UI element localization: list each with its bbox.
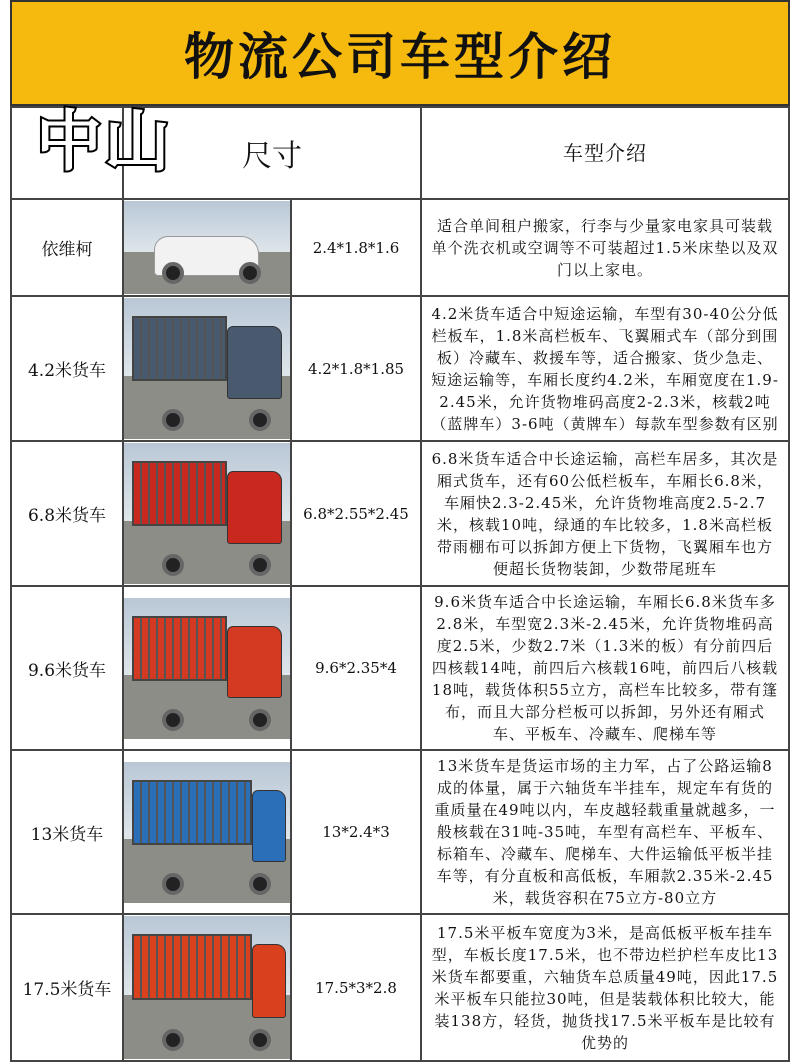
table-row (11, 199, 789, 296)
city-label: 中山 (36, 103, 172, 180)
vehicle-photo (123, 441, 291, 586)
vehicle-name: 4.2米货车 (11, 296, 123, 441)
vehicle-size: 13*2.4*3 (291, 750, 421, 914)
vehicle-description: 适合单间租户搬家，行李与少量家电家具可装载单个洗衣机或空调等不可装超过1.5米床垫以及双门以上家电。 (421, 199, 789, 296)
vehicle-description: 6.8米货车适合中长途运输，高栏车居多，其次是厢式货车，还有60公低栏板车，车厢长6.8米，车厢快2.3-2.45米，允许货物堆高度2.5-2.7米，核载10吨，绿通的车比较多，1.8米高栏板带雨棚布可以拆卸方便上下货物，飞翼厢车也方便超长货物装卸，少数带尾班车 (421, 441, 789, 586)
header-intro: 车型介绍 (421, 107, 789, 199)
table-row (11, 750, 789, 914)
header-size: 尺寸 (123, 107, 421, 199)
vehicle-size: 2.4*1.8*1.6 (291, 199, 421, 296)
vehicle-description: 9.6米货车适合中长途运输，车厢长6.8米货车多2.8米，车型宽2.3米-2.45米，允许货物堆码高度2.5米，少数2.7米（1.3米的板）有分前四后四核载14吨，前四后六核载16吨，前四后八核载18吨，载货体积55立方，高栏车比较多，带有篷布，而且大部分栏板可以拆卸，另外还有厢式车、平板车、冷藏车、爬梯车等 (421, 586, 789, 750)
vehicle-size: 17.5*3*2.8 (291, 914, 421, 1061)
vehicle-size: 4.2*1.8*1.85 (291, 296, 421, 441)
vehicle-name: 依维柯 (11, 199, 123, 296)
vehicle-name: 6.8米货车 (11, 441, 123, 586)
vehicle-photo (123, 296, 291, 441)
vehicle-name: 13米货车 (11, 750, 123, 914)
vehicle-table (10, 106, 790, 1062)
vehicle-description: 13米货车是货运市场的主力军，占了公路运输8成的体量，属于六轴货车半挂车，规定车有货的重质量在49吨以内，车皮越轻载重量就越多，一般核载在31吨-35吨，车型有高栏车、平板车、标箱车、冷藏车、爬梯车、大件运输低平板半挂车等，有分直板和高低板，车厢款2.35米-2.45米，载货容积在75立方-80立方 (421, 750, 789, 914)
vehicle-photo (123, 914, 291, 1061)
table-row (11, 296, 789, 441)
vehicle-size: 6.8*2.55*2.45 (291, 441, 421, 586)
vehicle-photo (123, 199, 291, 296)
vehicle-name: 9.6米货车 (11, 586, 123, 750)
vehicle-photo (123, 750, 291, 914)
vehicle-photo (123, 586, 291, 750)
vehicle-description: 4.2米货车适合中短途运输，车型有30-40公分低栏板车，1.8米高栏板车、飞翼厢式车（部分到围板）冷藏车、救援车等，适合搬家、货少急走、短途运输等，车厢长度约4.2米，车厢宽度在1.9-2.45米，允许货物堆码高度2-2.3米，核载2吨（蓝牌车）3-6吨（黄牌车）每款车型参数有区别 (421, 296, 789, 441)
vehicle-description: 17.5米平板车宽度为3米，是高低板平板车挂车型，车板长度17.5米，也不带边栏护栏车皮比13米货车都要重，六轴货车总质量49吨，因此17.5米平板车只能拉30吨，但是装载体积比较大，能装138方，轻货，抛货找17.5米平板车是比较有优势的 (421, 914, 789, 1061)
table-row (11, 441, 789, 586)
table-row (11, 914, 789, 1061)
page-title: 物流公司车型介绍 (184, 28, 616, 86)
table-row (11, 586, 789, 750)
vehicle-size: 9.6*2.35*4 (291, 586, 421, 750)
vehicle-name: 17.5米货车 (11, 914, 123, 1061)
